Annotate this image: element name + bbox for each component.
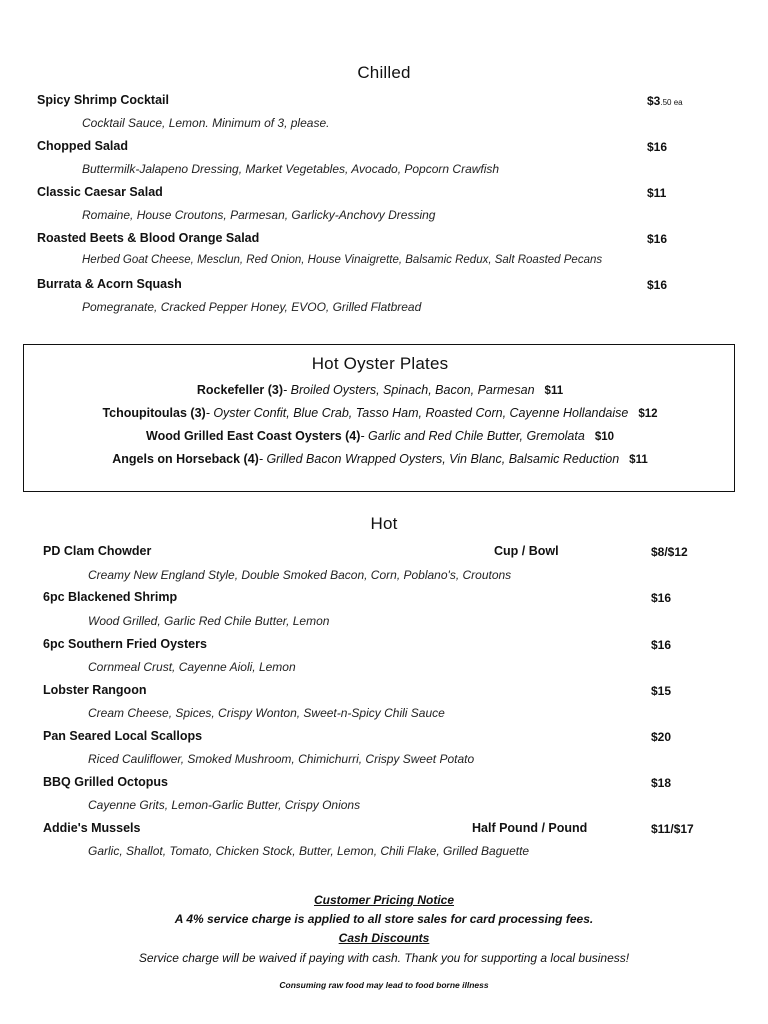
item-description: Wood Grilled, Garlic Red Chile Butter, Lemon [88, 614, 330, 628]
item-price: $11/$17 [651, 822, 694, 836]
item-description: Romaine, House Croutons, Parmesan, Garlicky-Anchovy Dressing [82, 208, 436, 222]
item-description: Cocktail Sauce, Lemon. Minimum of 3, please. [82, 116, 330, 130]
item-description: Pomegranate, Cracked Pepper Honey, EVOO, Grilled Flatbread [82, 300, 422, 314]
item-name: Angels on Horseback (4) [112, 452, 259, 466]
item-name: Lobster Rangoon [43, 683, 147, 697]
item-description: - Broiled Oysters, Spinach, Bacon, Parmesan [283, 383, 535, 397]
item-name: PD Clam Chowder [43, 544, 152, 558]
item-description: Riced Cauliflower, Smoked Mushroom, Chimichurri, Crispy Sweet Potato [88, 752, 475, 766]
item-name: Tchoupitoulas (3) [102, 406, 206, 420]
item-description: Creamy New England Style, Double Smoked Bacon, Corn, Poblano's, Croutons [88, 568, 512, 582]
item-name: BBQ Grilled Octopus [43, 775, 169, 789]
hot-oyster-plates-box [23, 344, 735, 492]
item-name: Wood Grilled East Coast Oysters (4) [146, 429, 361, 443]
item-price: $12 [638, 408, 658, 420]
item-name: Spicy Shrimp Cocktail [37, 93, 169, 107]
item-price: $8/$12 [651, 545, 688, 559]
item-name: Burrata & Acorn Squash [37, 277, 182, 291]
item-price: $16 [651, 591, 672, 605]
item-name: 6pc Southern Fried Oysters [43, 637, 207, 651]
item-price: $3.50 ea [647, 94, 683, 108]
item-name: Classic Caesar Salad [37, 185, 163, 199]
item-description: Herbed Goat Cheese, Mesclun, Red Onion, House Vinaigrette, Balsamic Redux, Salt Roasted Pecans [82, 254, 603, 266]
item-description: Cream Cheese, Spices, Crispy Wonton, Sweet-n-Spicy Chili Sauce [88, 706, 445, 720]
item-price: $16 [647, 278, 668, 292]
hot-section-title: Hot [370, 514, 398, 533]
item-name: 6pc Blackened Shrimp [43, 590, 178, 604]
item-price: $15 [651, 684, 672, 698]
cash-discount-text: Service charge will be waived if paying with cash. Thank you for supporting a local business! [138, 951, 630, 965]
item-description: Garlic, Shallot, Tomato, Chicken Stock, Butter, Lemon, Chili Flake, Grilled Baguette [88, 844, 530, 858]
item-price: $20 [651, 730, 672, 744]
item-price: $11 [647, 186, 667, 200]
raw-food-warning: Consuming raw food may lead to food borne illness [279, 980, 489, 990]
oyster-section-title: Hot Oyster Plates [311, 354, 449, 373]
oyster-plate-item [24, 406, 736, 420]
item-price: $18 [651, 776, 672, 790]
item-name: Pan Seared Local Scallops [43, 729, 203, 743]
oyster-plate-item [24, 383, 736, 397]
item-price: $10 [594, 431, 614, 443]
item-description: - Grilled Bacon Wrapped Oysters, Vin Blanc, Balsamic Reduction [258, 452, 620, 466]
item-price: $11 [629, 454, 648, 466]
item-name: Rockefeller (3) [196, 383, 284, 397]
item-name: Addie's Mussels [43, 821, 141, 835]
portion-options: Half Pound / Pound [472, 821, 588, 835]
pricing-notice-text: A 4% service charge is applied to all store sales for card processing fees. [174, 912, 594, 926]
item-description: Cornmeal Crust, Cayenne Aioli, Lemon [88, 660, 296, 674]
item-description: - Oyster Confit, Blue Crab, Tasso Ham, Roasted Corn, Cayenne Hollandaise [205, 406, 629, 420]
oyster-plate-item [24, 452, 736, 466]
chilled-section-title: Chilled [357, 63, 411, 82]
item-price: $16 [651, 638, 672, 652]
item-description: Buttermilk-Jalapeno Dressing, Market Vegetables, Avocado, Popcorn Crawfish [82, 162, 500, 176]
oyster-plate-item [24, 429, 736, 443]
item-price: $16 [647, 140, 668, 154]
item-description: Cayenne Grits, Lemon-Garlic Butter, Crispy Onions [88, 798, 361, 812]
item-description: - Garlic and Red Chile Butter, Gremolata [360, 429, 585, 443]
pricing-notice-title: Customer Pricing Notice [313, 893, 455, 907]
item-price: $11 [544, 385, 564, 397]
item-price: $16 [647, 232, 668, 246]
cash-discount-title: Cash Discounts [338, 931, 430, 945]
portion-options: Cup / Bowl [494, 544, 559, 558]
item-name: Roasted Beets & Blood Orange Salad [37, 231, 260, 245]
item-name: Chopped Salad [37, 139, 128, 153]
